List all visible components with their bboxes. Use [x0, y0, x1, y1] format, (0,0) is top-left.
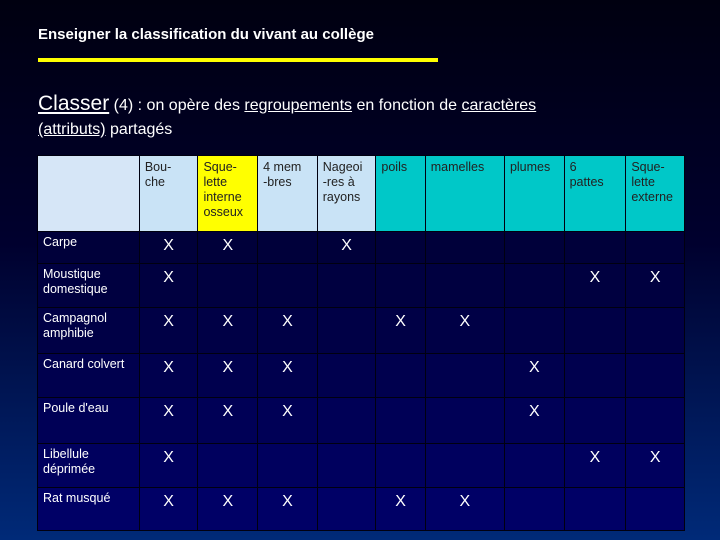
table-cell: X — [317, 232, 376, 264]
row-name: Rat musqué — [38, 488, 140, 531]
table-cell — [504, 232, 564, 264]
table-row — [38, 232, 685, 264]
table-cell: X — [425, 488, 504, 531]
header-cell — [38, 156, 140, 232]
table-cell: X — [564, 444, 626, 488]
table-cell — [425, 398, 504, 444]
header-cell: 4 mem -bres — [258, 156, 318, 232]
table-cell: X — [258, 354, 318, 398]
table-cell — [626, 488, 685, 531]
table-cell: X — [139, 354, 198, 398]
table-cell: X — [376, 488, 425, 531]
table-cell — [504, 308, 564, 354]
table-cell — [258, 232, 318, 264]
table-cell: X — [139, 232, 198, 264]
header-cell: mamelles — [425, 156, 504, 232]
table-row — [38, 488, 685, 531]
table-cell — [425, 264, 504, 308]
table-cell: X — [376, 308, 425, 354]
intro-keyword: Classer — [38, 92, 110, 115]
table-cell — [504, 444, 564, 488]
table-cell — [317, 308, 376, 354]
table-cell — [317, 444, 376, 488]
table-cell: X — [425, 308, 504, 354]
table-cell: X — [198, 354, 258, 398]
table-cell — [425, 354, 504, 398]
table-cell: X — [198, 308, 258, 354]
intro-text-2: en fonction de — [356, 97, 458, 114]
table-row — [38, 308, 685, 354]
table-cell — [504, 264, 564, 308]
table-cell — [626, 308, 685, 354]
table-cell: X — [504, 398, 564, 444]
table-cell — [425, 444, 504, 488]
header-cell: 6 pattes — [564, 156, 626, 232]
header-cell: poils — [376, 156, 425, 232]
table-cell: X — [139, 488, 198, 531]
row-name: Canard colvert — [38, 354, 140, 398]
table-cell — [198, 264, 258, 308]
table-cell — [198, 444, 258, 488]
intro-text — [38, 92, 698, 142]
table-cell — [564, 308, 626, 354]
table-cell — [504, 488, 564, 531]
intro-link-caracteres: caractères — [461, 97, 537, 114]
table-cell: X — [198, 488, 258, 531]
table-cell: X — [198, 398, 258, 444]
table-cell: X — [139, 444, 198, 488]
header-cell: plumes — [504, 156, 564, 232]
table-cell — [376, 354, 425, 398]
table-cell — [376, 444, 425, 488]
table-cell: X — [258, 488, 318, 531]
row-name: Libellule déprimée — [38, 444, 140, 488]
row-name: Moustique domestique — [38, 264, 140, 308]
intro-link-regroupements: regroupements — [244, 97, 353, 114]
table-cell — [564, 354, 626, 398]
table-cell: X — [626, 264, 685, 308]
table-header-row — [38, 156, 685, 232]
table-cell — [376, 232, 425, 264]
header-cell: Sque- lette externe — [626, 156, 685, 232]
table-cell — [626, 232, 685, 264]
table-cell — [376, 264, 425, 308]
table-cell: X — [564, 264, 626, 308]
intro-text-1: on opère des — [146, 97, 240, 114]
table-cell: X — [626, 444, 685, 488]
table-cell: X — [139, 398, 198, 444]
table-cell — [564, 398, 626, 444]
table-cell — [376, 398, 425, 444]
table-cell: X — [139, 308, 198, 354]
table-cell — [317, 354, 376, 398]
table-cell — [258, 264, 318, 308]
title-underline — [38, 58, 438, 62]
table-cell — [626, 354, 685, 398]
intro-link-attributs: (attributs) — [38, 121, 106, 138]
row-name: Poule d'eau — [38, 398, 140, 444]
table-cell: X — [139, 264, 198, 308]
table-cell: X — [504, 354, 564, 398]
header-cell: Bou- che — [139, 156, 198, 232]
table-cell — [626, 398, 685, 444]
table-cell — [425, 232, 504, 264]
header-cell: Nageoi -res à rayons — [317, 156, 376, 232]
classification-table — [37, 155, 685, 531]
table-cell — [258, 444, 318, 488]
table-row — [38, 354, 685, 398]
table-cell: X — [258, 398, 318, 444]
table-row — [38, 264, 685, 308]
table-cell — [317, 488, 376, 531]
intro-number: (4) — [113, 97, 134, 114]
table-cell — [317, 264, 376, 308]
table-row — [38, 444, 685, 488]
header-cell: Sque- lette interne osseux — [198, 156, 258, 232]
table-cell — [317, 398, 376, 444]
table-cell — [564, 232, 626, 264]
row-name: Carpe — [38, 232, 140, 264]
table-cell: X — [258, 308, 318, 354]
intro-text-3: partagés — [110, 121, 173, 138]
slide-title: Enseigner la classification du vivant au collège — [38, 26, 374, 43]
intro-colon: : — [133, 97, 143, 114]
table-row — [38, 398, 685, 444]
row-name: Campagnol amphibie — [38, 308, 140, 354]
table-cell: X — [198, 232, 258, 264]
table-cell — [564, 488, 626, 531]
